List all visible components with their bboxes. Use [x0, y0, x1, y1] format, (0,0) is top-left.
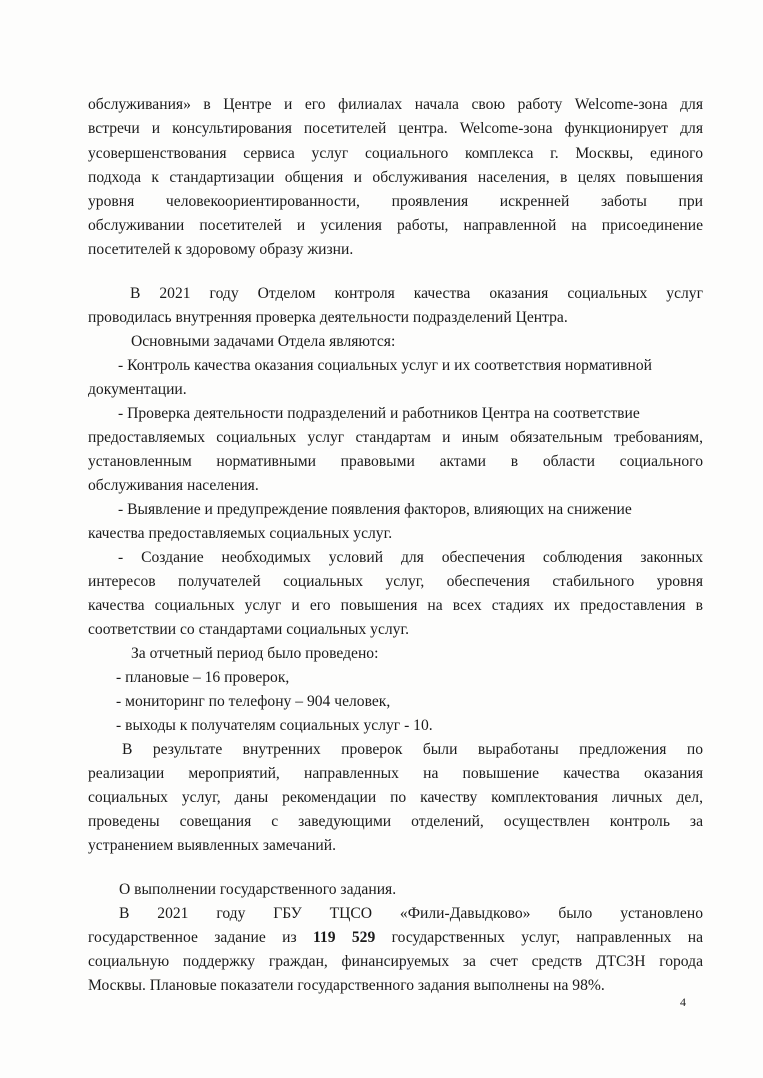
services-count: 119 529	[313, 929, 376, 946]
task-item: - Проверка деятельности подразделений и работников Центра на соответствие	[118, 405, 640, 422]
text-line: уровня человекоориентированности, проявления искренней заботы при	[88, 193, 703, 210]
text-line: документации.	[88, 381, 187, 398]
text-line: обслуживания» в Центре и его филиалах начала свою работу Welcome-зона для	[88, 96, 703, 113]
list-item: - выходы к получателям социальных услуг - 10.	[116, 717, 433, 734]
text-line: Москвы. Плановые показатели государственного задания выполнены на 98%.	[88, 977, 605, 994]
text-line: В 2021 году Отделом контроля качества оказания социальных услуг	[130, 285, 703, 302]
text-line: социальную поддержку граждан, финансируемых за счет средств ДТСЗН города	[88, 953, 703, 970]
text-line	[0, 928, 763, 949]
text-fragment: государственных услуг, направленных на	[375, 929, 703, 946]
task-item: - Создание необходимых условий для обеспечения соблюдения законных	[118, 549, 703, 566]
text-line: установленным нормативными правовыми актами в области социального	[88, 453, 703, 470]
text-line: реализации мероприятий, направленных на повышение качества оказания	[88, 765, 703, 782]
text-line: встречи и консультирования посетителей центра. Welcome-зона функционирует для	[88, 120, 703, 137]
task-item: - Выявление и предупреждение появления факторов, влияющих на снижение	[118, 501, 632, 518]
text-line: посетителей к здоровому образу жизни.	[88, 241, 354, 258]
text-line: подхода к стандартизации общения и обслуживания населения, в целях повышения	[88, 169, 703, 186]
text-line: проведены совещания с заведующими отделений, осуществлен контроль за	[88, 813, 703, 830]
list-item: - плановые – 16 проверок,	[116, 669, 290, 686]
text-line: обслуживания населения.	[88, 477, 259, 494]
tasks-heading: Основными задачами Отдела являются:	[131, 333, 396, 350]
text-line: качества предоставляемых социальных услуг.	[88, 525, 393, 542]
text-line: соответствии со стандартами социальных услуг.	[88, 621, 410, 638]
text-line: качества социальных услуг и его повышения на всех стадиях их предоставления в	[88, 597, 703, 614]
text-line: В результате внутренних проверок были выработаны предложения по	[122, 741, 703, 758]
text-line: проводилась внутренняя проверка деятельности подразделений Центра.	[88, 309, 568, 326]
task-item: - Контроль качества оказания социальных услуг и их соответствия нормативной	[118, 357, 653, 374]
text-line: устранением выявленных замечаний.	[88, 837, 336, 854]
text-line: обслуживании посетителей и усиления работы, направленной на присоединение	[88, 217, 703, 234]
period-heading: За отчетный период было проведено:	[131, 645, 379, 662]
text-line: социальных услуг, даны рекомендации по качеству комплектования личных дел,	[88, 789, 703, 806]
page-number: 4	[680, 995, 686, 1009]
text-line: В 2021 году ГБУ ТЦСО «Фили-Давыдково» было установлено	[119, 905, 703, 922]
text-line: усовершенствования сервиса услуг социального комплекса г. Москвы, единого	[88, 145, 703, 162]
state-task-heading: О выполнении государственного задания.	[119, 881, 397, 898]
text-line: интересов получателей социальных услуг, обеспечения стабильного уровня	[88, 573, 703, 590]
text-fragment: государственное задание из	[88, 929, 313, 946]
list-item: - мониторинг по телефону – 904 человек,	[116, 693, 391, 710]
text-line: предоставляемых социальных услуг стандартам и иным обязательным требованиям,	[88, 429, 703, 446]
